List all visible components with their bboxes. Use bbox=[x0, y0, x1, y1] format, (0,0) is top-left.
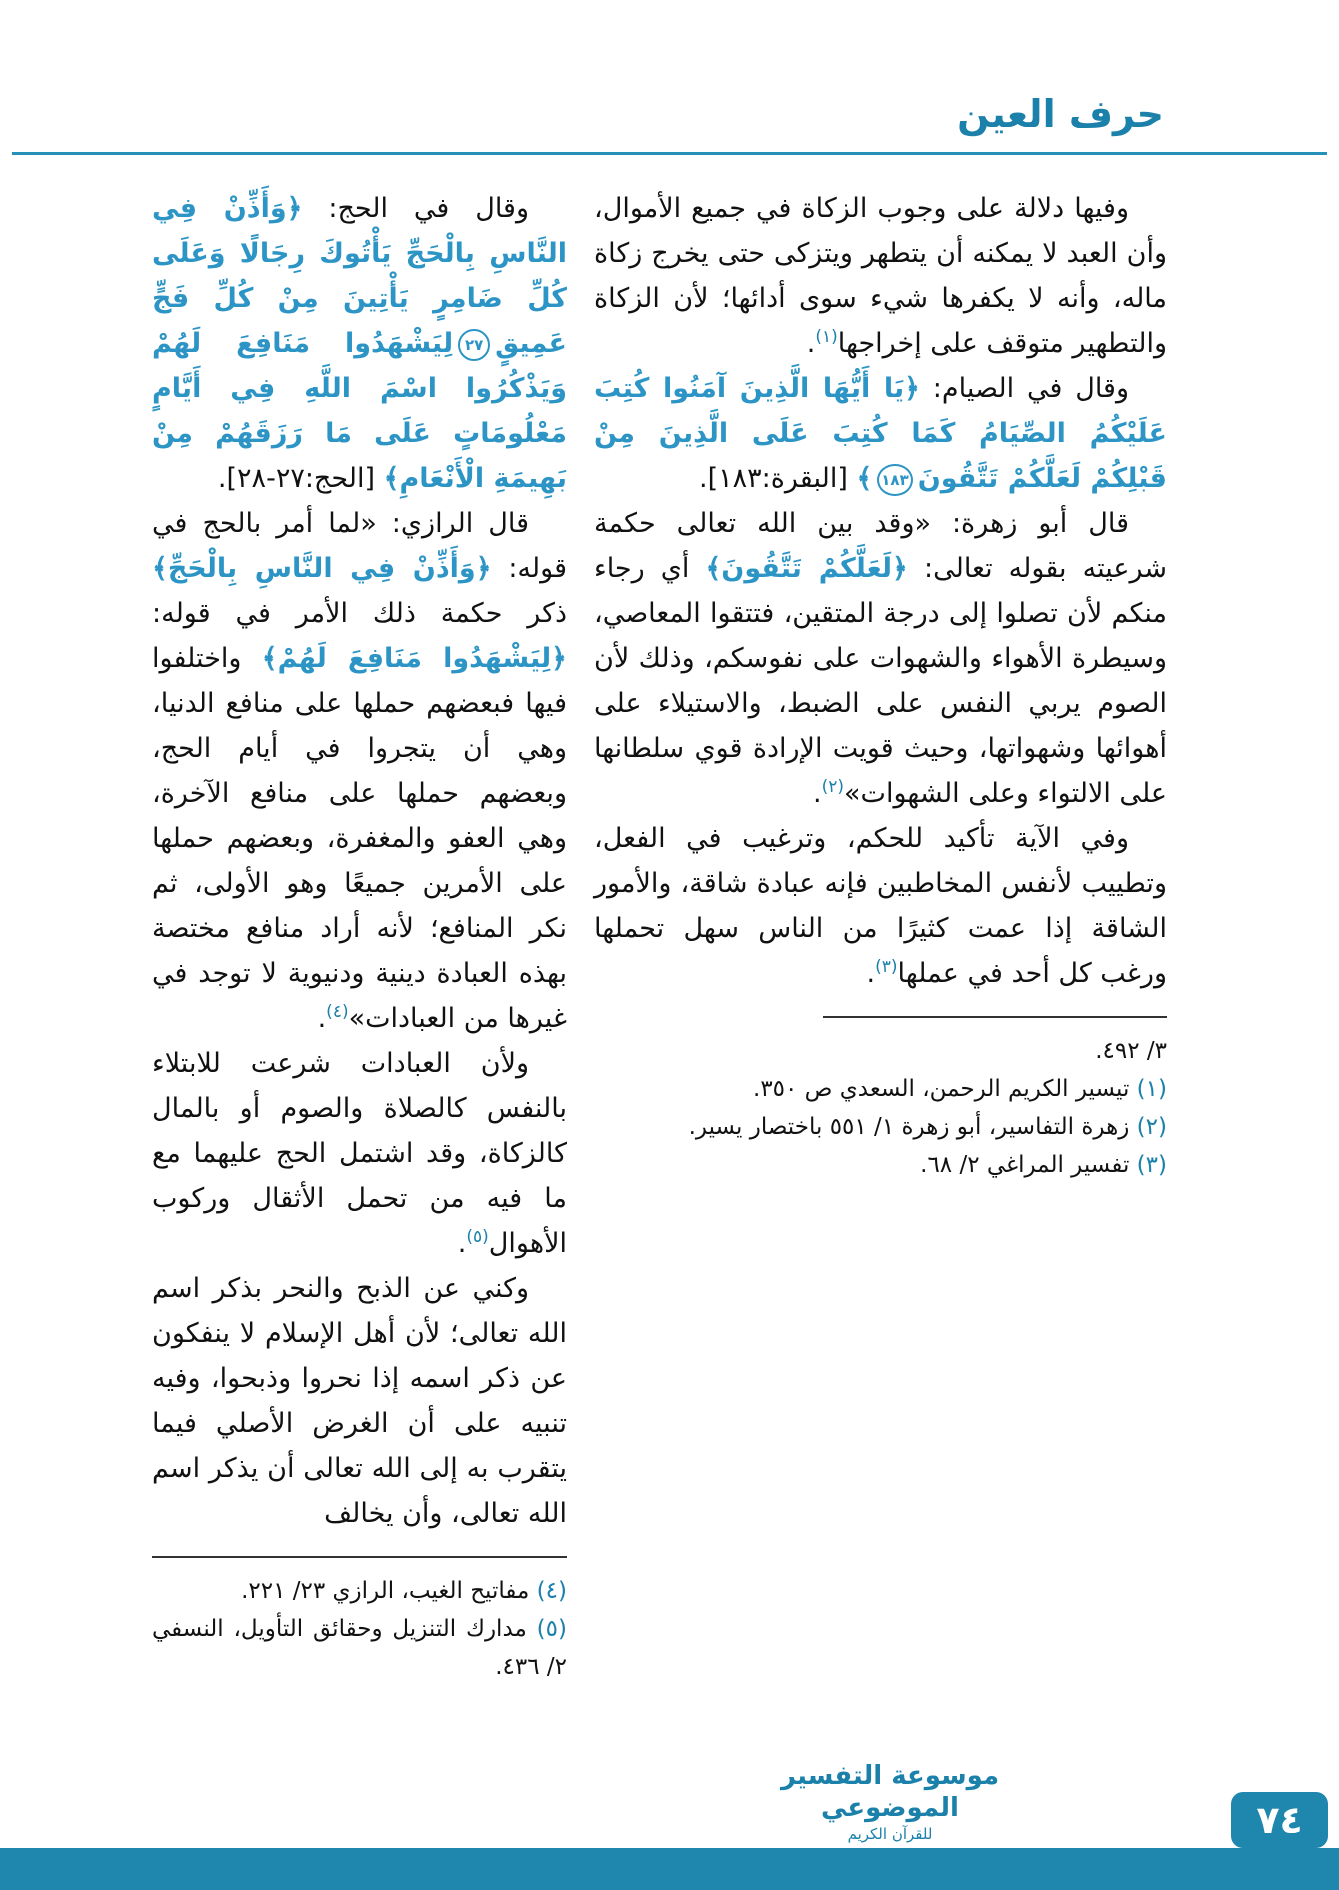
text-run: . bbox=[813, 778, 822, 809]
paragraph bbox=[152, 186, 567, 501]
footnote-ref: (٢) bbox=[821, 777, 845, 797]
quran-verse: لِيَشْهَدُوا مَنَافِعَ لَهُمْ وَيَذْكُرُوا اسْمَ اللَّهِ فِي أَيَّامٍ مَعْلُومَاتٍ عَلَى مَا رَزَقَهُمْ مِنْ بَهِيمَةِ الْأَنْعَامِ﴾ bbox=[152, 328, 567, 494]
footnotes-right bbox=[594, 1032, 1167, 1184]
footnote-marker: (١) bbox=[1129, 1076, 1167, 1102]
text-run: . bbox=[457, 1228, 467, 1259]
footnote-separator-left bbox=[152, 1556, 567, 1558]
paragraph bbox=[594, 501, 1167, 816]
column-left-text bbox=[152, 186, 567, 1536]
text-run: وقال في الصيام: bbox=[919, 373, 1129, 404]
text-run: ولأن العبادات شرعت للابتلاء بالنفس كالصلاة والصوم أو بالمال كالزكاة، وقد اشتمل الحج عليهما مع ما فيه من تحمل الأثقال وركوب الأهوال bbox=[152, 1048, 567, 1259]
footer-bar bbox=[0, 1848, 1339, 1890]
footnote-marker: (٢) bbox=[1129, 1114, 1167, 1140]
footnote-marker: (٤) bbox=[529, 1578, 567, 1604]
footnote-ref: (٣) bbox=[875, 957, 898, 977]
footnote-marker: (٥) bbox=[526, 1616, 567, 1642]
footnote-text: تيسير الكريم الرحمن، السعدي ص ٣٥٠. bbox=[753, 1076, 1130, 1102]
text-run: قال الرازي: «لما أمر بالحج في قوله: bbox=[152, 508, 567, 584]
text-run: . bbox=[866, 958, 876, 989]
quran-verse: ﴿وَأَذِّنْ فِي النَّاسِ بِالْحَجِّ﴾ bbox=[152, 553, 492, 584]
footnote-item bbox=[594, 1070, 1167, 1108]
content-columns bbox=[152, 186, 1167, 1686]
paragraph bbox=[594, 816, 1167, 996]
paragraph bbox=[594, 186, 1167, 366]
text-run: واختلفوا فيها فبعضهم حملها على منافع الدنيا، وهي أن يتجروا في أيام الحج، وبعضهم حملها على منافع الآخرة، وهي العفو والمغفرة، وبعضهم حملها على الأمرين جميعًا وهو الأولى، ثم نكر المنافع؛ لأنه أراد منافع مختصة بهذه العبادة دينية ودنيوية لا توجد في غيرها من العبادات» bbox=[152, 643, 567, 1034]
quran-verse: ﴿وَأَذِّنْ فِي النَّاسِ بِالْحَجِّ يَأْتُوكَ رِجَالًا وَعَلَى كُلِّ ضَامِرٍ يَأْتِينَ مِنْ كُلِّ فَجٍّ عَمِيقٍ bbox=[152, 193, 567, 359]
text-run: [البقرة:١٨٣]. bbox=[699, 463, 857, 494]
column-left bbox=[152, 186, 567, 1686]
footnote-item bbox=[152, 1610, 567, 1686]
footnote-text: مفاتيح الغيب، الرازي ٢٣/ ٢٢١. bbox=[241, 1578, 530, 1604]
text-run: وفي الآية تأكيد للحكم، وترغيب في الفعل، وتطييب لأنفس المخاطبين فإنه عبادة شاقة، والأمور الشاقة إذا عمت كثيرًا من الناس سهل تحملها ورغب كل أحد في عملها bbox=[594, 823, 1167, 989]
footnotes-left bbox=[152, 1572, 567, 1686]
paragraph bbox=[152, 1041, 567, 1266]
text-run: وفيها دلالة على وجوب الزكاة في جميع الأموال، وأن العبد لا يمكنه أن يتطهر ويتزكى حتى يخرج زكاة ماله، وأنه لا يكفرها شيء سوى أدائها؛ لأن الزكاة والتطهير متوقف على إخراجها bbox=[594, 193, 1167, 359]
text-run: . bbox=[806, 328, 816, 359]
page-number-badge bbox=[1231, 1792, 1328, 1848]
footnote-text: مدارك التنزيل وحقائق التأويل، النسفي ٢/ ٤٣٦. bbox=[152, 1616, 567, 1680]
paragraph bbox=[152, 1266, 567, 1536]
logo-subtitle: للقرآن الكريم bbox=[847, 1825, 933, 1843]
quran-verse: ﴿يَا أَيُّهَا الَّذِينَ آمَنُوا كُتِبَ عَلَيْكُمُ الصِّيَامُ كَمَا كُتِبَ عَلَى الَّذِينَ مِنْ قَبْلِكُمْ لَعَلَّكُمْ تَتَّقُونَ bbox=[594, 373, 1167, 494]
text-run: أي رجاء منكم لأن تصلوا إلى درجة المتقين، فتتقوا المعاصي، وسيطرة الأهواء والشهوات على نفوسكم، وذلك لأن الصوم يربي النفس على الضبط، والاستيلاء على أهوائها وشهواتها، وحيث قويت الإرادة قوي سلطانها على الالتواء وعلى الشهوات» bbox=[594, 553, 1167, 809]
footnote-separator-right bbox=[823, 1016, 1167, 1018]
header-rule bbox=[12, 152, 1327, 155]
column-right bbox=[594, 186, 1167, 1184]
publisher-logo bbox=[765, 1760, 1015, 1844]
text-run: وكني عن الذبح والنحر بذكر اسم الله تعالى؛ لأن أهل الإسلام لا ينفكون عن ذكر اسمه إذا نحروا وذبحوا، وفيه تنبيه على أن الغرض الأصلي فيما يتقرب به إلى الله تعالى أن يذكر اسم الله تعالى، وأن يخالف bbox=[152, 1273, 567, 1529]
quran-verse: ﴿لِيَشْهَدُوا مَنَافِعَ لَهُمْ﴾ bbox=[261, 643, 567, 674]
quran-verse: ﴿لَعَلَّكُمْ تَتَّقُونَ﴾ bbox=[705, 553, 908, 584]
text-run: [الحج:٢٧-٢٨]. bbox=[217, 463, 384, 494]
footnote-ref: (٥) bbox=[466, 1227, 489, 1247]
logo-title: موسوعة التفسير الموضوعي bbox=[780, 1761, 1000, 1823]
footnote-ref: (١) bbox=[815, 327, 838, 347]
ayah-number-badge: ١٨٣ bbox=[877, 464, 912, 496]
footnote-text: زهرة التفاسير، أبو زهرة ١/ ٥٥١ باختصار يسير. bbox=[688, 1114, 1130, 1140]
page-number: ٧٤ bbox=[1256, 1798, 1303, 1842]
ayah-number-badge: ٢٧ bbox=[458, 329, 490, 361]
footnote-item bbox=[594, 1146, 1167, 1184]
footnote-ref: (٤) bbox=[326, 1002, 349, 1022]
text-run: . bbox=[317, 1003, 327, 1034]
footnote-marker: (٣) bbox=[1129, 1152, 1167, 1178]
chapter-header: حرف العين bbox=[957, 92, 1164, 136]
text-run: ذكر حكمة ذلك الأمر في قوله: bbox=[152, 598, 567, 629]
footnote-item bbox=[152, 1572, 567, 1610]
footnote-text: ٣/ ٤٩٢. bbox=[1095, 1038, 1167, 1064]
column-right-text bbox=[594, 186, 1167, 996]
footnote-item bbox=[594, 1032, 1167, 1070]
paragraph bbox=[594, 366, 1167, 501]
quran-verse: ﴾ bbox=[856, 463, 873, 494]
text-run: وقال في الحج: bbox=[302, 193, 530, 224]
paragraph bbox=[152, 501, 567, 1041]
footnote-text: تفسير المراغي ٢/ ٦٨. bbox=[920, 1152, 1130, 1178]
text-run: قال أبو زهرة: «وقد بين الله تعالى حكمة شرعيته بقوله تعالى: bbox=[594, 508, 1167, 584]
footnote-item bbox=[594, 1108, 1167, 1146]
